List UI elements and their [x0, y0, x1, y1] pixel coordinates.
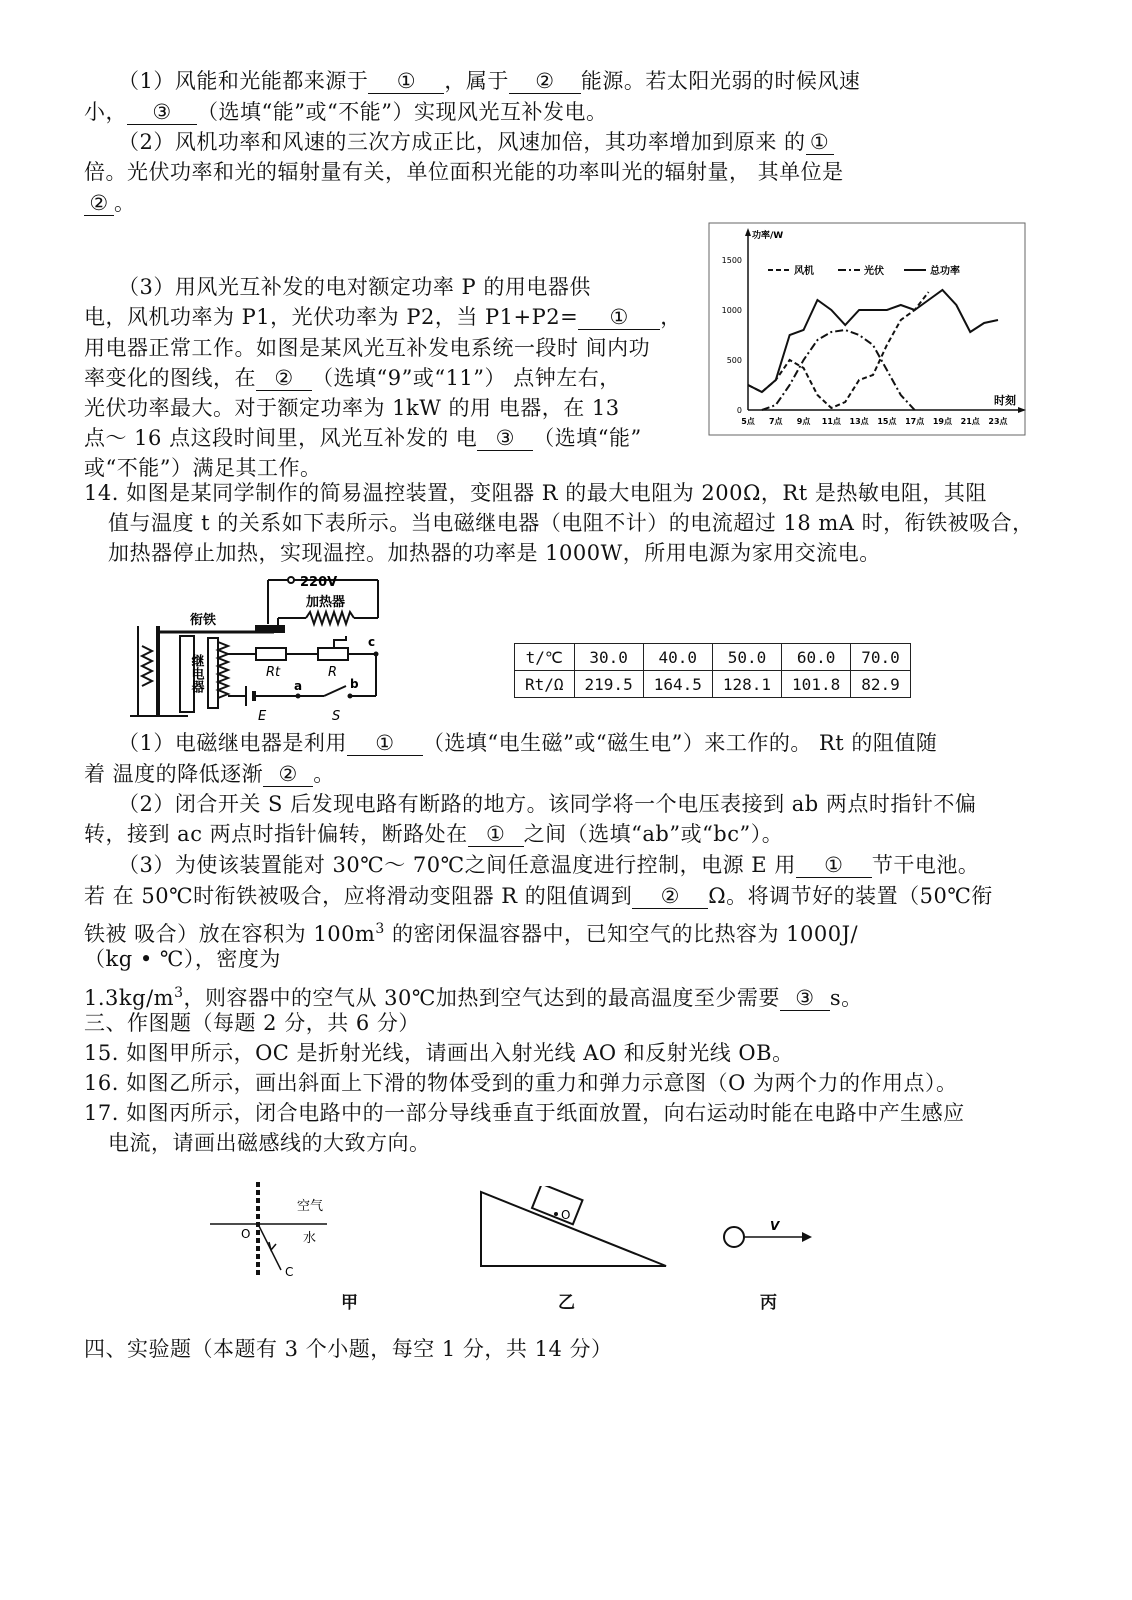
terminal-icon	[288, 577, 294, 583]
y-axis-arrow-icon	[745, 228, 751, 236]
table-header-cell: t/℃	[515, 644, 575, 671]
rt-table	[514, 643, 911, 698]
o-label: O	[561, 1208, 571, 1222]
q14-p2-line1: （2）闭合开关 S 后发现电路有断路的地方。该同学将一个电压表接到 ab 两点时指针不偏	[118, 792, 977, 816]
q15-text: 15. 如图甲所示，OC 是折射光线，请画出入射光线 AO 和反射光线 OB。	[84, 1041, 794, 1065]
q14-p1-line1: （1）电磁继电器是利用 ① （选填“电生磁”或“磁生电”）来工作的。 Rt 的阻值随	[118, 731, 938, 755]
caption-jia: 甲	[341, 1293, 358, 1313]
x-tick-label: 9点	[796, 417, 811, 426]
q13-p1-line1: （1）风能和光能都来源于 ① ，属于 ② 能源。若太阳光弱的时候风速	[118, 69, 861, 93]
table-cell: 219.5	[574, 671, 643, 698]
figure-jia	[205, 1180, 335, 1280]
y-tick-label: 0	[736, 406, 742, 415]
series-line-0	[748, 292, 929, 408]
wire-cross-section-icon	[724, 1227, 744, 1247]
q13-p3-line4: 率变化的图线，在 ② （选填“9”或“11”） 点钟左右，	[84, 366, 621, 390]
legend-label: 总功率	[930, 266, 960, 277]
node-c-dot	[374, 652, 379, 657]
arrow-head-icon	[802, 1232, 812, 1242]
q13-p2-line3: ② 。	[84, 188, 136, 218]
table-cell: 164.5	[643, 671, 712, 698]
q13-p3-line5: 光伏功率最大。对于额定功率为 1kW 的用 电器，在 13	[84, 396, 620, 420]
relay-label: 继电器	[188, 654, 204, 693]
x-tick-label: 23点	[988, 417, 1008, 426]
q13-p2-line2: 倍。光伏功率和光的辐射量有关，单位面积光能的功率叫光的辐射量， 其单位是	[84, 160, 844, 184]
blank: ①	[347, 731, 423, 756]
blank: ①	[806, 130, 834, 155]
blank: ①	[368, 69, 444, 94]
q14-intro1: 14. 如图是某同学制作的简易温控装置，变阻器 R 的最大电阻为 200Ω，Rt 是热敏电阻，其阻	[84, 481, 987, 505]
legend-label: 风机	[794, 266, 814, 277]
node-a-dot	[296, 694, 301, 699]
x-tick-label: 11点	[821, 417, 841, 426]
table-cell: 101.8	[782, 671, 851, 698]
table-cell: 30.0	[574, 644, 643, 671]
blank: ①	[796, 853, 872, 878]
legend-label: 光伏	[864, 266, 884, 277]
c-label: C	[285, 1265, 294, 1279]
q13-p3-line3: 用电器正常工作。如图是某风光互补发电系统一段时 间内功	[84, 336, 651, 360]
q13-p2-line1: （2）风机功率和风速的三次方成正比，风速加倍，其功率增加到原来 的 ①	[118, 127, 834, 157]
node-b-dot	[348, 694, 353, 699]
series-line-1	[762, 330, 915, 410]
e-label: E	[258, 709, 267, 724]
blank: ①	[468, 822, 524, 847]
q14-p3-line2: 若 在 50℃时衔铁被吸合，应将滑动变阻器 R 的阻值调到 ② Ω。将调节好的装置（50℃衔	[84, 884, 993, 908]
y-tick-label: 1000	[721, 306, 742, 315]
rt-label: Rt	[266, 665, 281, 680]
x-tick-label: 17点	[905, 417, 925, 426]
blank: ③	[477, 426, 533, 451]
y-tick-label: 500	[726, 356, 742, 365]
x-axis-label: 时刻	[994, 394, 1016, 407]
table-row	[515, 671, 911, 698]
voltage-label: 220V	[300, 576, 338, 590]
q13-p3-line7: 或“不能”）满足其工作。	[84, 456, 322, 480]
v-label: V	[770, 1219, 780, 1233]
air-label: 空气	[297, 1199, 324, 1214]
y-axis-label: 功率/W	[752, 231, 784, 241]
rt-resistor-icon	[256, 648, 286, 660]
q13-p1-line2: 小， ③ （选填“能”或“不能”）实现风光互补发电。	[84, 100, 608, 124]
b-label: b	[350, 677, 359, 691]
s-label: S	[332, 709, 341, 724]
table-cell: 60.0	[782, 644, 851, 671]
point-o-dot	[554, 1212, 558, 1216]
switch-icon	[324, 686, 346, 696]
q14-intro3: 加热器停止加热，实现温控。加热器的功率是 1000W，所用电源为家用交流电。	[108, 541, 881, 565]
x-tick-label: 21点	[960, 417, 980, 426]
x-tick-label: 7点	[768, 417, 783, 426]
q14-p1-line2: 着 温度的降低逐渐 ② 。	[84, 762, 335, 786]
y-tick-label: 1500	[721, 256, 742, 265]
blank: ③	[780, 986, 830, 1011]
caption-bing: 丙	[760, 1293, 777, 1313]
q14-p3-line1: （3）为使该装置能对 30℃～ 70℃之间任意温度进行控制，电源 E 用 ① 节干电池。	[118, 853, 980, 877]
section3-heading: 三、作图题（每题 2 分，共 6 分）	[84, 1011, 420, 1035]
arrow-icon	[269, 1242, 276, 1250]
a-label: a	[294, 679, 303, 693]
table-header-cell: Rt/Ω	[515, 671, 575, 698]
slide-rheostat-icon	[318, 648, 348, 660]
blank: ③	[127, 100, 197, 125]
table-cell: 50.0	[712, 644, 781, 671]
blank: ①	[578, 305, 660, 330]
table-row	[515, 644, 911, 671]
q17-line2: 电流，请画出磁感线的大致方向。	[108, 1131, 431, 1155]
c-label: c	[368, 635, 376, 649]
x-tick-label: 5点	[741, 417, 755, 426]
q14-intro2: 值与温度 t 的关系如下表所示。当电磁继电器（电阻不计）的电流超过 18 mA 时，衔铁被吸合，	[108, 511, 1034, 535]
q13-p3-line6: 点～ 16 点这段时间里，风光互补发的 电 ③ （选填“能”	[84, 426, 642, 450]
blank: ②	[84, 191, 114, 216]
spring-icon	[142, 646, 152, 686]
q14-p2-line2: 转，接到 ac 两点时指针偏转，断路处在 ① 之间（选填“ab”或“bc”）。	[84, 822, 784, 846]
block-icon	[532, 1186, 583, 1224]
series-line-2	[748, 290, 998, 392]
heater-label: 加热器	[306, 595, 346, 610]
x-tick-label: 13点	[849, 417, 869, 426]
section4-heading: 四、实验题（本题有 3 个小题，每空 1 分，共 14 分）	[84, 1337, 613, 1361]
table-cell: 82.9	[851, 671, 911, 698]
q14-p3-line5: $1.3kg/m^3$，则容器中的空气从 30℃加热到空气达到的最高温度至少需要 ③ s。	[84, 985, 863, 1010]
armature-label: 衔铁	[190, 613, 217, 628]
table-cell: 40.0	[643, 644, 712, 671]
figure-yi	[476, 1186, 672, 1270]
q14-p3-line4: （kg • ℃），密度为	[84, 947, 281, 971]
x-tick-label: 19点	[932, 417, 953, 426]
q14-p3-line3: 铁被 吸合）放在容积为 $100m^3$ 的密闭保温容器中，已知空气的比热容为 1000J/	[84, 921, 859, 946]
o-label: O	[241, 1227, 251, 1241]
blank: ②	[256, 366, 312, 391]
table-cell: 128.1	[712, 671, 781, 698]
figure-bing	[718, 1214, 818, 1254]
relay-circuit-figure	[128, 576, 398, 726]
q13-p3-line2: 电，风机功率为 P1，光伏功率为 P2，当 P1+P2= ① ，	[84, 305, 682, 329]
incline-icon	[481, 1192, 666, 1266]
x-tick-label: 15点	[877, 417, 897, 426]
q17-line1: 17. 如图丙所示，闭合电路中的一部分导线垂直于纸面放置，向右运动时能在电路中产生感应	[84, 1101, 965, 1125]
chart-frame	[709, 223, 1025, 435]
blank: ②	[263, 762, 313, 787]
q13-p3-line1: （3）用风光互补发的电对额定功率 P 的用电器供	[118, 275, 591, 299]
caption-yi: 乙	[558, 1293, 575, 1313]
coil-icon	[218, 642, 228, 698]
r-label: R	[328, 665, 338, 680]
q16-text: 16. 如图乙所示，画出斜面上下滑的物体受到的重力和弹力示意图（O 为两个力的作用点）。	[84, 1071, 958, 1095]
blank: ②	[632, 884, 708, 909]
heater-resistor-icon	[306, 612, 354, 624]
power-chart	[708, 222, 1026, 436]
blank: ②	[509, 69, 581, 94]
water-label: 水	[303, 1231, 317, 1246]
table-cell: 70.0	[851, 644, 911, 671]
